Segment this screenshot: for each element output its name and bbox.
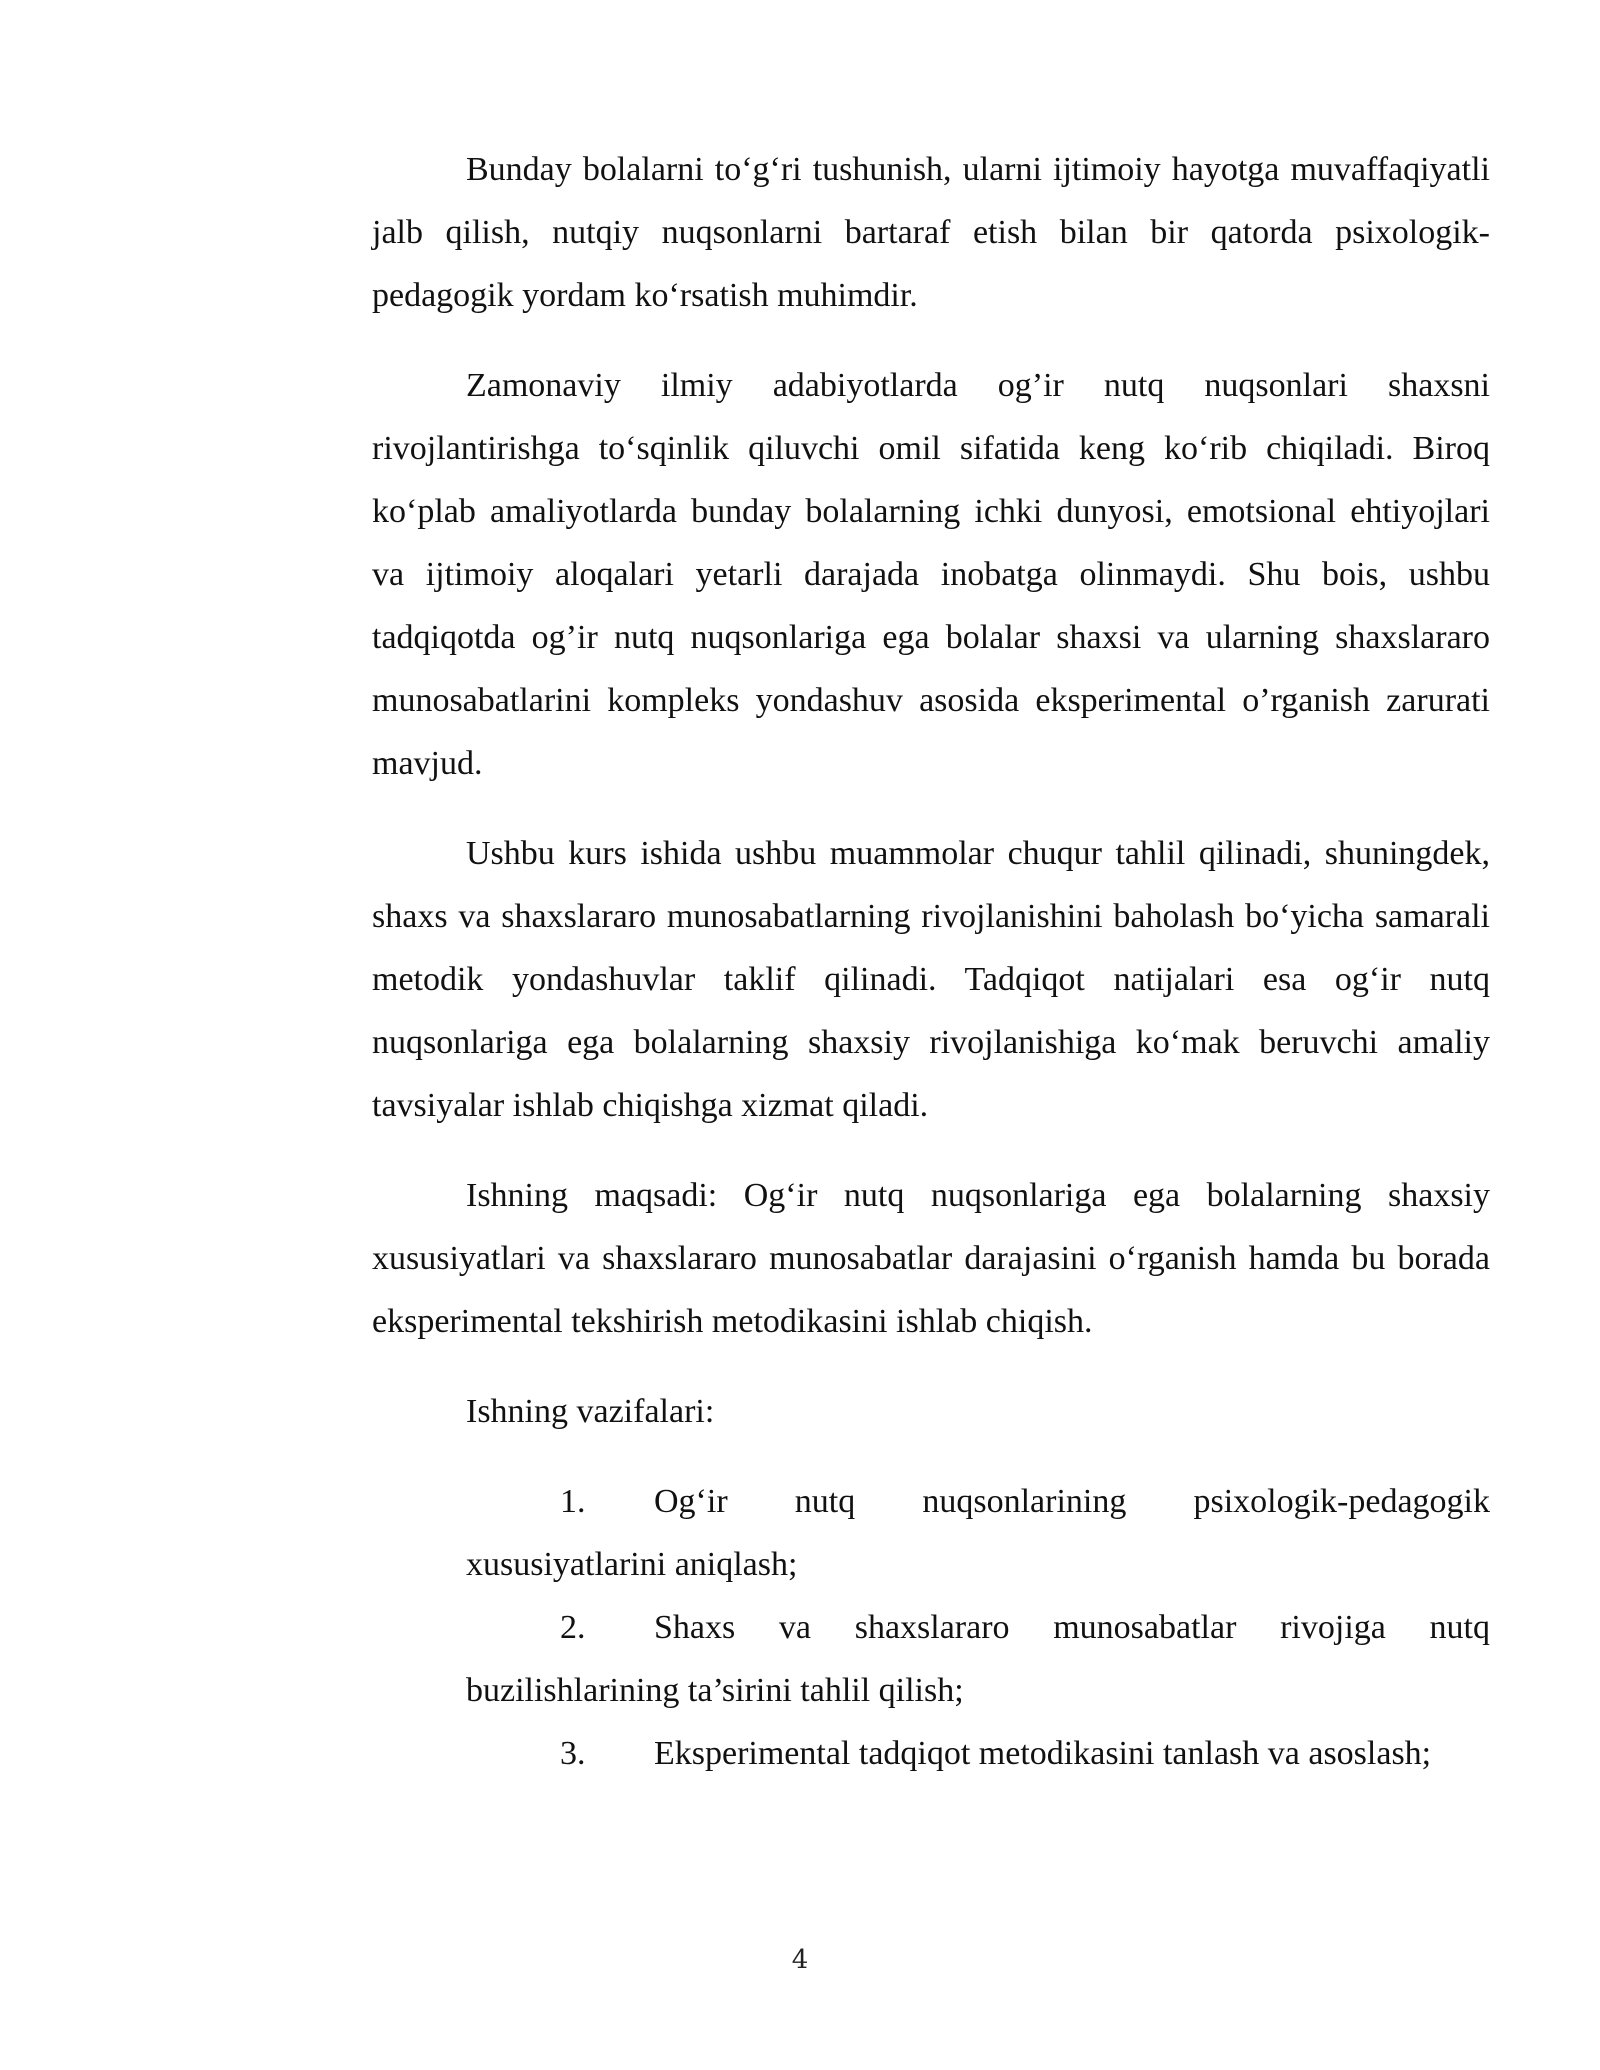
list-item-number: 2.	[560, 1609, 586, 1646]
body-text	[372, 138, 1490, 1785]
list-item-number: 1.	[560, 1483, 586, 1520]
paragraph-intro: Bunday bolalarni to‘g‘ri tushunish, ularni ijtimoiy hayotga muvaffaqiyatli jalb qilish, nutqiy nuqsonlarni bartaraf etish bilan bir qatorda psixologik-pedagogik yordam ko‘rsatish muhimdir.	[372, 151, 1490, 314]
paragraph-goal: Ishning maqsadi: Og‘ir nutq nuqsonlariga ega bolalarning shaxsiy xususiyatlari va shaxslararo munosabatlar darajasini o‘rganish hamda bu borada eksperimental tekshirish metodikasini ishlab chiqish.	[372, 1177, 1490, 1340]
list-item	[466, 1596, 1490, 1722]
list-item-text: Shaxs va shaxslararo munosabatlar rivojiga nutq buzilishlarining ta’sirini tahlil qilish;	[466, 1609, 1490, 1709]
list-item-text: Eksperimental tadqiqot metodikasini tanlash va asoslash;	[654, 1735, 1432, 1772]
paragraph-literature: Zamonaviy ilmiy adabiyotlarda og’ir nutq nuqsonlari shaxsni rivojlantirishga to‘sqinlik qiluvchi omil sifatida keng ko‘rib chiqiladi. Biroq ko‘plab amaliyotlarda bunday bolalarning ichki dunyosi, emotsional ehtiyojlari va ijtimoiy aloqalari yetarli darajada inobatga olinmaydi. Shu bois, ushbu tadqiqotda og’ir nutq nuqsonlariga ega bolalar shaxsi va ularning shaxslararo munosabatlarini kompleks yondashuv asosida eksperimental o’rganish zarurati mavjud.	[372, 367, 1490, 782]
paragraph-course-work: Ushbu kurs ishida ushbu muammolar chuqur tahlil qilinadi, shuningdek, shaxs va shaxslararo munosabatlarning rivojlanishini baholash bo‘yicha samarali metodik yondashuvlar taklif qilinadi. Tadqiqot natijalari esa og‘ir nutq nuqsonlariga ega bolalarning shaxsiy rivojlanishiga ko‘mak beruvchi amaliy tavsiyalar ishlab chiqishga xizmat qiladi.	[372, 835, 1490, 1124]
list-item	[466, 1470, 1490, 1596]
list-item-number: 3.	[560, 1735, 586, 1772]
list-item	[466, 1722, 1490, 1785]
list-item-text: Og‘ir nutq nuqsonlarining psixologik-pedagogik xususiyatlarini aniqlash;	[466, 1483, 1490, 1583]
tasks-heading: Ishning vazifalari:	[466, 1393, 715, 1430]
tasks-list	[372, 1470, 1490, 1785]
page-number: 4	[791, 1945, 809, 1975]
